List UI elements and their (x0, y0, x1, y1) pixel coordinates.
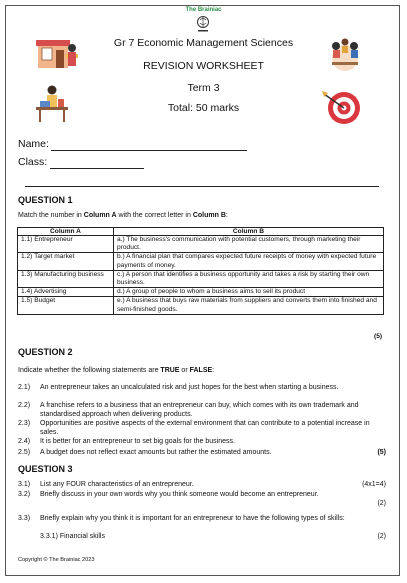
table-row: 1.2) Target market b.) A financial plan that compares expected future receipts of money with expected future payments of money. (18, 253, 384, 270)
name-input-line[interactable] (51, 150, 247, 151)
worksheet-title: REVISION WORKSHEET (143, 60, 264, 72)
class-input-line[interactable] (50, 168, 144, 169)
matching-table (17, 227, 384, 315)
question-item: 3.3.1) Financial skills (2) (40, 533, 386, 540)
section-divider (25, 186, 379, 187)
question-2-marks: (5) (377, 449, 386, 456)
statement-item: 2.5) A budget does not reflect exact amounts but rather the estimated amounts. (5) (18, 449, 386, 456)
table-header-row (18, 228, 384, 236)
statement-item: 2.1) An entrepreneur takes an uncalculated risk and just hopes for the best when starting a business. (18, 384, 339, 391)
question-3-heading: QUESTION 3 (18, 464, 73, 474)
brand-name: The Brainiac (185, 7, 222, 13)
total-marks: Total: 50 marks (167, 102, 240, 114)
target-goal-illustration-icon (320, 88, 362, 128)
shopfront-illustration-icon (36, 34, 82, 72)
working-person-illustration-icon (30, 83, 72, 123)
table-row: 1.3) Manufacturing business c.) A person that identifies a business opportunity and takes a risk by starting their own business. (18, 270, 384, 287)
name-label: Name: (18, 138, 49, 150)
business-people-illustration-icon (322, 36, 368, 72)
question-item: 3.1) List any FOUR characteristics of an entrepreneur. (4x1=4) (18, 481, 386, 488)
term-label: Term 3 (187, 82, 220, 94)
class-label: Class: (18, 156, 48, 168)
statement-item: 2.3) Opportunities are positive aspects of the external environment that can contribute to a potential increase in sales. (18, 420, 370, 436)
statement-item: 2.4) It is better for an entrepreneur to set big goals for the business. (18, 438, 235, 445)
brainiac-logo-icon (193, 14, 213, 34)
question-1-instruction: Match the number in Column A with the correct letter in Column B: (18, 212, 228, 219)
column-b-header: Column B (114, 228, 384, 236)
column-a-header: Column A (18, 228, 114, 236)
table-row: 1.1) Entrepreneur a.) The business's communication with potential customers, through marketing their product. (18, 236, 384, 253)
question-2-instruction: Indicate whether the following statements are TRUE or FALSE: (18, 367, 215, 374)
statement-item: 2.2) A franchise refers to a business that an entrepreneur can buy, which comes with its own trademark and standardised approach when delivering products. (18, 402, 359, 418)
question-1-heading: QUESTION 1 (18, 195, 73, 205)
question-2-heading: QUESTION 2 (18, 347, 73, 357)
question-1-marks: (5) (374, 333, 383, 340)
subject-title: Gr 7 Economic Management Sciences (113, 37, 294, 49)
table-row: 1.5) Budget e.) A business that buys raw materials from suppliers and converts them into finished and semi-finished goods. (18, 297, 384, 314)
copyright-footer: Copyright © The Brainiac 2023 (18, 557, 95, 563)
question-item: 3.3) Briefly explain why you think it is important for an entrepreneur to have the following types of skills: (18, 515, 345, 522)
question-item: 3.2) Briefly discuss in your own words why you think someone would become an entrepreneur. (18, 491, 319, 498)
table-row: 1.4) Advertising d.) A group of people to whom a business aims to sell its product (18, 288, 384, 297)
